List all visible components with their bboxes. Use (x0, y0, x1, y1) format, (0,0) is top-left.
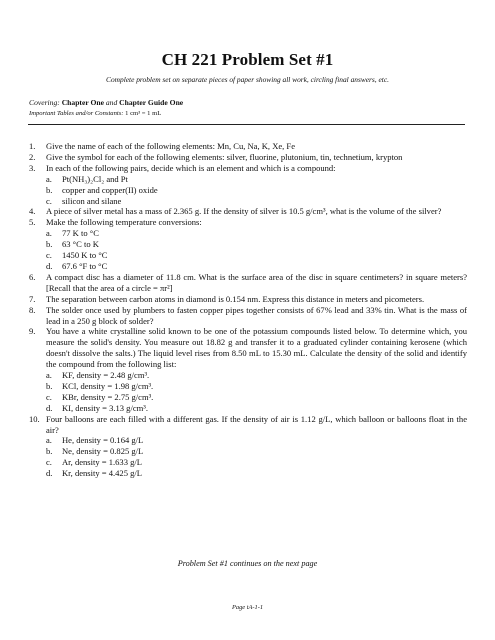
sub-question-text: silicon and silane (62, 195, 122, 206)
sub-question-text: KF, density = 2.48 g/cm³. (62, 370, 150, 381)
question-text: Give the symbol for each of the following elements: silver, fluorine, plutonium, tin, technetium, krypton (46, 151, 403, 162)
sub-question-item (29, 228, 467, 239)
question-number: 7. (29, 293, 36, 304)
question-text: The separation between carbon atoms in diamond is 0.154 nm. Express this distance in meters and picometers. (46, 293, 425, 304)
sub-question-letter: b. (46, 184, 53, 195)
covering-and: and (105, 98, 118, 107)
question-number: 8. (29, 304, 36, 315)
sub-question-text: copper and copper(II) oxide (62, 184, 158, 195)
question-number: 9. (29, 326, 36, 337)
sub-question-item (29, 435, 467, 446)
important-constants (29, 110, 161, 117)
sub-question-item (29, 185, 467, 196)
sub-question-text: Pt(NH₃)₂Cl₂ and Pt (62, 173, 128, 184)
sub-question-text: 67.6 °F to °C (62, 260, 108, 271)
covering-label: Covering: (29, 98, 60, 107)
question-text: Four balloons are each filled with a different gas. If the density of air is 1.12 g/L, which balloon or balloons float in the air? (46, 413, 467, 435)
important-value: 1 cm³ = 1 mL (125, 110, 162, 117)
sub-question-item (29, 446, 467, 457)
question-item (29, 206, 467, 217)
question-text: The solder once used by plumbers to fasten copper pipes together consists of 67% lead and 33% tin. What is the mass of lead in a 250 g block of solder? (46, 304, 467, 326)
sub-question-text: KCl, density = 1.98 g/cm³. (62, 380, 154, 391)
question-item (29, 217, 467, 228)
sub-question-text: 1450 K to °C (62, 250, 108, 261)
sub-question-letter: c. (46, 250, 52, 261)
sub-question-letter: b. (46, 239, 53, 250)
sub-question-letter: a. (46, 435, 52, 446)
question-list (29, 141, 467, 479)
sub-question-letter: c. (46, 391, 52, 402)
sub-question-letter: b. (46, 446, 53, 457)
question-item (29, 163, 467, 174)
question-item (29, 272, 467, 294)
sub-question-item (29, 370, 467, 381)
page-number: Page tA-1-1 (231, 604, 264, 611)
covering-chapter: Chapter One (61, 98, 104, 107)
sub-question-text: 63 °C to K (62, 239, 99, 250)
question-number: 1. (29, 141, 36, 151)
sub-question-letter: a. (46, 228, 52, 239)
sub-question-item (29, 250, 467, 261)
sub-question-letter: c. (46, 195, 52, 206)
sub-question-text: He, density = 0.164 g/L (62, 435, 144, 446)
sub-question-text: KBr, density = 2.75 g/cm³. (62, 391, 154, 402)
question-item (29, 326, 467, 370)
question-item (29, 305, 467, 327)
question-number: 3. (29, 162, 36, 173)
sub-question-item (29, 381, 467, 392)
sub-question-item (29, 403, 467, 414)
question-text: Make the following temperature conversions: (46, 217, 202, 228)
question-number: 2. (29, 151, 36, 162)
divider-rule (28, 124, 465, 125)
sub-question-text: Ne, density = 0.825 g/L (62, 446, 144, 457)
sub-question-letter: c. (46, 457, 52, 468)
sub-question-item (29, 174, 467, 185)
continues-note: Problem Set #1 continues on the next page (177, 559, 318, 568)
question-text: A piece of silver metal has a mass of 2.365 g. If the density of silver is 10.5 g/cm³, what is the volume of the silver? (46, 206, 442, 217)
sub-question-letter: d. (46, 468, 53, 479)
sub-question-letter: a. (46, 173, 52, 184)
sub-question-item (29, 468, 467, 479)
sub-question-item (29, 457, 467, 468)
sub-question-text: Ar, density = 1.633 g/L (62, 457, 142, 468)
question-text: A compact disc has a diameter of 11.8 cm. What is the surface area of the disc in square centimeters? in square meters? [Recall that the area of a circle = πr²] (46, 271, 467, 293)
covering-guide: Chapter Guide One (119, 98, 184, 107)
important-label: Important Tables and/or Constants: (29, 110, 124, 117)
question-text: You have a white crystalline solid known to be one of the potassium compounds listed below. To determine which, you measure the solid's density. You measure out 18.82 g and transfer it to a graduated cylinder containing kerosene (which doesn't dissolve the salts.) The liquid level rises from 8.50 mL to 15.30 mL. Calculate the density of the solid and identify the compound from the following list: (46, 326, 467, 370)
question-item (29, 414, 467, 436)
question-number: 6. (29, 271, 36, 282)
sub-question-text: Kr, density = 4.425 g/L (62, 468, 142, 479)
question-number: 4. (29, 206, 36, 217)
question-number: 10. (29, 413, 40, 424)
question-text: In each of the following pairs, decide which is an element and which is a compound: (46, 162, 336, 173)
page-title: CH 221 Problem Set #1 (161, 50, 334, 69)
sub-question-item (29, 392, 467, 403)
question-item (29, 294, 467, 305)
sub-question-letter: b. (46, 380, 53, 391)
question-text: Give the name of each of the following elements: Mn, Cu, Na, K, Xe, Fe (46, 141, 295, 151)
sub-question-item (29, 196, 467, 207)
question-item (29, 152, 467, 163)
sub-question-item (29, 261, 467, 272)
sub-question-text: 77 K to °C (62, 228, 99, 239)
question-number: 5. (29, 217, 36, 228)
covering-line (29, 98, 183, 107)
sub-question-letter: d. (46, 260, 53, 271)
question-item (29, 141, 467, 152)
sub-question-text: KI, density = 3.13 g/cm³. (62, 402, 148, 413)
sub-question-letter: d. (46, 402, 53, 413)
page-subtitle: Complete problem set on separate pieces of paper showing all work, circling final answers, etc. (106, 75, 389, 84)
sub-question-letter: a. (46, 370, 52, 381)
sub-question-item (29, 239, 467, 250)
